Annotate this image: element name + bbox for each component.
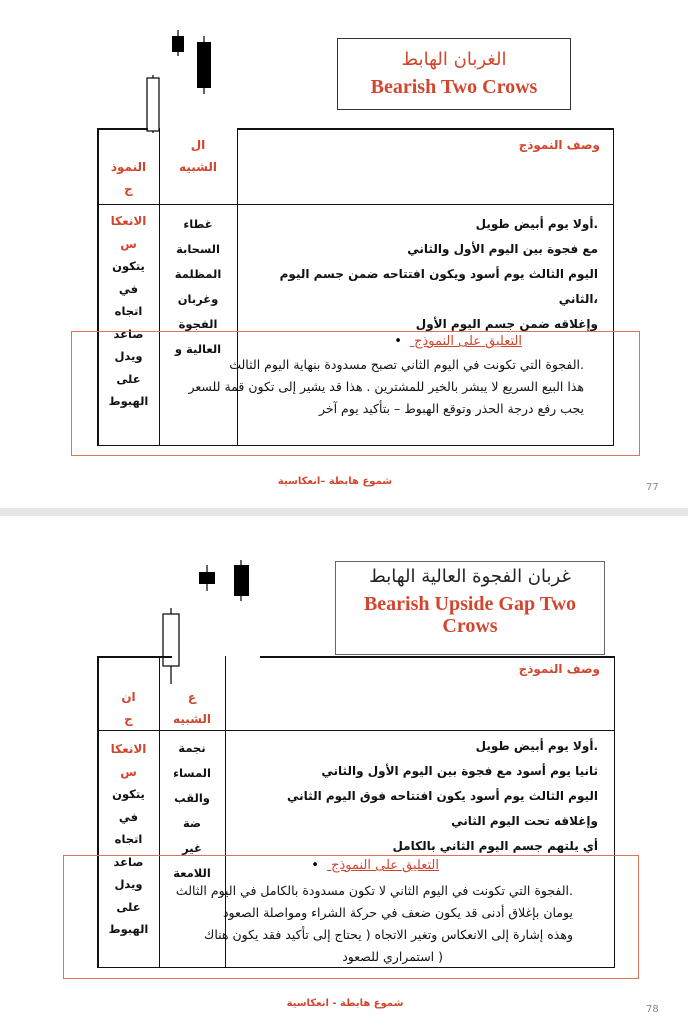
direction-line: الانعكا bbox=[110, 214, 147, 228]
similar-line: العالية و bbox=[174, 342, 222, 356]
similar-line: السحابة bbox=[176, 242, 220, 256]
description-line: وإغلاقه ضمن جسم اليوم الأول bbox=[415, 317, 598, 331]
title-arabic: غربان الفجوة العالية الهابط bbox=[369, 566, 571, 587]
table-header-divider bbox=[97, 204, 614, 205]
similar-line: المظلمة bbox=[174, 267, 222, 281]
description-line: وإغلاقه تحت اليوم الثاني bbox=[451, 814, 598, 828]
comment-body bbox=[78, 354, 584, 420]
direction-line: صاعد bbox=[113, 854, 144, 869]
description-line: ،الثاني bbox=[558, 292, 598, 306]
footer-caption: شموع هابطة –انعكاسية bbox=[277, 476, 393, 487]
similar-line: المساء bbox=[173, 766, 211, 780]
bullet-icon: • bbox=[311, 858, 319, 873]
table-top-border bbox=[260, 656, 615, 658]
direction-line: اتجاه bbox=[114, 832, 143, 846]
header-similar-line: الشبيه bbox=[179, 160, 217, 174]
comment-body bbox=[68, 880, 573, 968]
header-direction bbox=[100, 686, 157, 730]
comment-line: يومان بإغلاق أدنى قد يكون ضعف في حركة الشراء ومواصلة الصعود bbox=[222, 905, 573, 920]
title-english: Bearish Upside Gap Two bbox=[363, 593, 577, 615]
direction-line: يتكون bbox=[112, 259, 145, 273]
title-arabic: الغربان الهابط bbox=[401, 49, 507, 70]
direction-line: يتكون bbox=[112, 787, 145, 801]
direction-line: ويدل bbox=[114, 349, 143, 363]
comment-heading-text: التعليق على النموذج bbox=[414, 334, 522, 349]
table-top-border bbox=[97, 128, 148, 130]
header-direction bbox=[100, 156, 157, 200]
direction-line: في bbox=[118, 281, 139, 296]
comment-line: وهذه إشارة إلى الانعكاس وتغير الاتجاه ( يحتاج إلى تأكيد فقد يكون هناك bbox=[204, 927, 573, 942]
header-similar-line: ع bbox=[187, 690, 197, 704]
pattern-description bbox=[232, 734, 598, 859]
page-separator bbox=[0, 508, 688, 516]
slide-page-77 bbox=[0, 0, 688, 512]
header-direction-line: ان bbox=[121, 690, 136, 704]
header-similar bbox=[162, 686, 222, 730]
comment-box bbox=[71, 331, 640, 456]
comment-box bbox=[63, 855, 639, 979]
similar-line: ضة bbox=[182, 816, 202, 830]
description-line: اليوم الثالث يوم أسود يكون افتتاحه فوق اليوم الثاني bbox=[287, 789, 598, 803]
comment-line: ( استمراري للصعود bbox=[342, 949, 443, 964]
comment-heading bbox=[322, 334, 522, 349]
header-pattern-description: وصف النموذج bbox=[518, 662, 600, 676]
description-line: .أولا يوم أبيض طويل bbox=[475, 217, 598, 231]
direction-line: في bbox=[118, 809, 139, 824]
direction-line: ويدل bbox=[114, 877, 143, 891]
direction-line: الهبوط bbox=[108, 922, 149, 936]
table-header-divider bbox=[97, 730, 615, 731]
header-direction-line: ج bbox=[124, 182, 133, 196]
direction-line: صاعد bbox=[113, 326, 144, 341]
title-box bbox=[335, 561, 605, 655]
header-similar-line: ال bbox=[190, 138, 206, 152]
slide-page-78 bbox=[0, 516, 688, 1028]
description-line: اليوم الثالث يوم أسود ويكون افتتاحه ضمن جسم اليوم bbox=[279, 267, 598, 281]
table-top-border bbox=[97, 656, 172, 658]
description-line: مع فجوة بين اليوم الأول والثاني bbox=[407, 242, 598, 256]
comment-line: هذا البيع السريع لا يبشر بالخير للمشترين . هذا قد يشير إلى تكون قمة للسعر bbox=[188, 379, 584, 394]
description-line: أي يلتهم جسم اليوم الثاني بالكامل bbox=[392, 839, 598, 853]
comment-heading bbox=[239, 858, 439, 873]
page-number: 78 bbox=[646, 1004, 659, 1015]
direction-line: على bbox=[116, 371, 141, 386]
header-direction-line: النموذ bbox=[110, 160, 147, 174]
direction-line: الهبوط bbox=[108, 394, 149, 408]
similar-line: نجمة bbox=[178, 741, 206, 755]
description-line: .أولا يوم أبيض طويل bbox=[475, 739, 598, 753]
bullet-icon: • bbox=[394, 334, 402, 349]
page-number: 77 bbox=[646, 482, 659, 493]
similar-line: الفجوة bbox=[178, 317, 218, 331]
direction-line: على bbox=[116, 899, 141, 914]
comment-heading-text: التعليق على النموذج bbox=[331, 858, 439, 873]
similar-line: وغربان bbox=[177, 292, 219, 306]
direction-line: الانعكا bbox=[110, 742, 147, 756]
comment-line: يجب رفع درجة الحذر وتوقع الهبوط – بتأكيد يوم آخر bbox=[318, 401, 584, 416]
footer-caption: شموع هابطة - انعكاسية bbox=[286, 998, 404, 1009]
comment-line: .الفجوة التي تكونت في اليوم الثاني تصبح مسدودة بنهاية اليوم الثالث bbox=[229, 357, 584, 372]
direction-line: س bbox=[120, 236, 137, 251]
header-similar bbox=[162, 134, 234, 178]
candlestick-chart-icon bbox=[155, 556, 255, 696]
title-english: Bearish Two Crows bbox=[370, 76, 538, 98]
table-top-border bbox=[237, 128, 614, 130]
similar-line: اللامعة bbox=[173, 866, 211, 880]
similar-line: غير bbox=[182, 841, 202, 855]
header-direction-line: ج bbox=[124, 712, 133, 726]
comment-line: .الفجوة التي تكونت في اليوم الثاني لا تكون مسدودة بالكامل في اليوم الثالث bbox=[175, 883, 573, 898]
direction-line: اتجاه bbox=[114, 304, 143, 318]
direction-line: س bbox=[120, 764, 137, 779]
description-line: ثانيا يوم أسود مع فجوة بين اليوم الأول والثاني bbox=[321, 764, 598, 778]
similar-line: غطاء bbox=[183, 217, 213, 231]
pattern-description bbox=[242, 212, 598, 337]
title-english: Crows bbox=[442, 615, 498, 637]
title-box bbox=[337, 38, 571, 110]
similar-line: والقب bbox=[174, 791, 210, 805]
candlestick-chart-icon bbox=[140, 28, 220, 138]
header-pattern-description: وصف النموذج bbox=[518, 138, 600, 152]
header-similar-line: الشبيه bbox=[173, 712, 211, 726]
